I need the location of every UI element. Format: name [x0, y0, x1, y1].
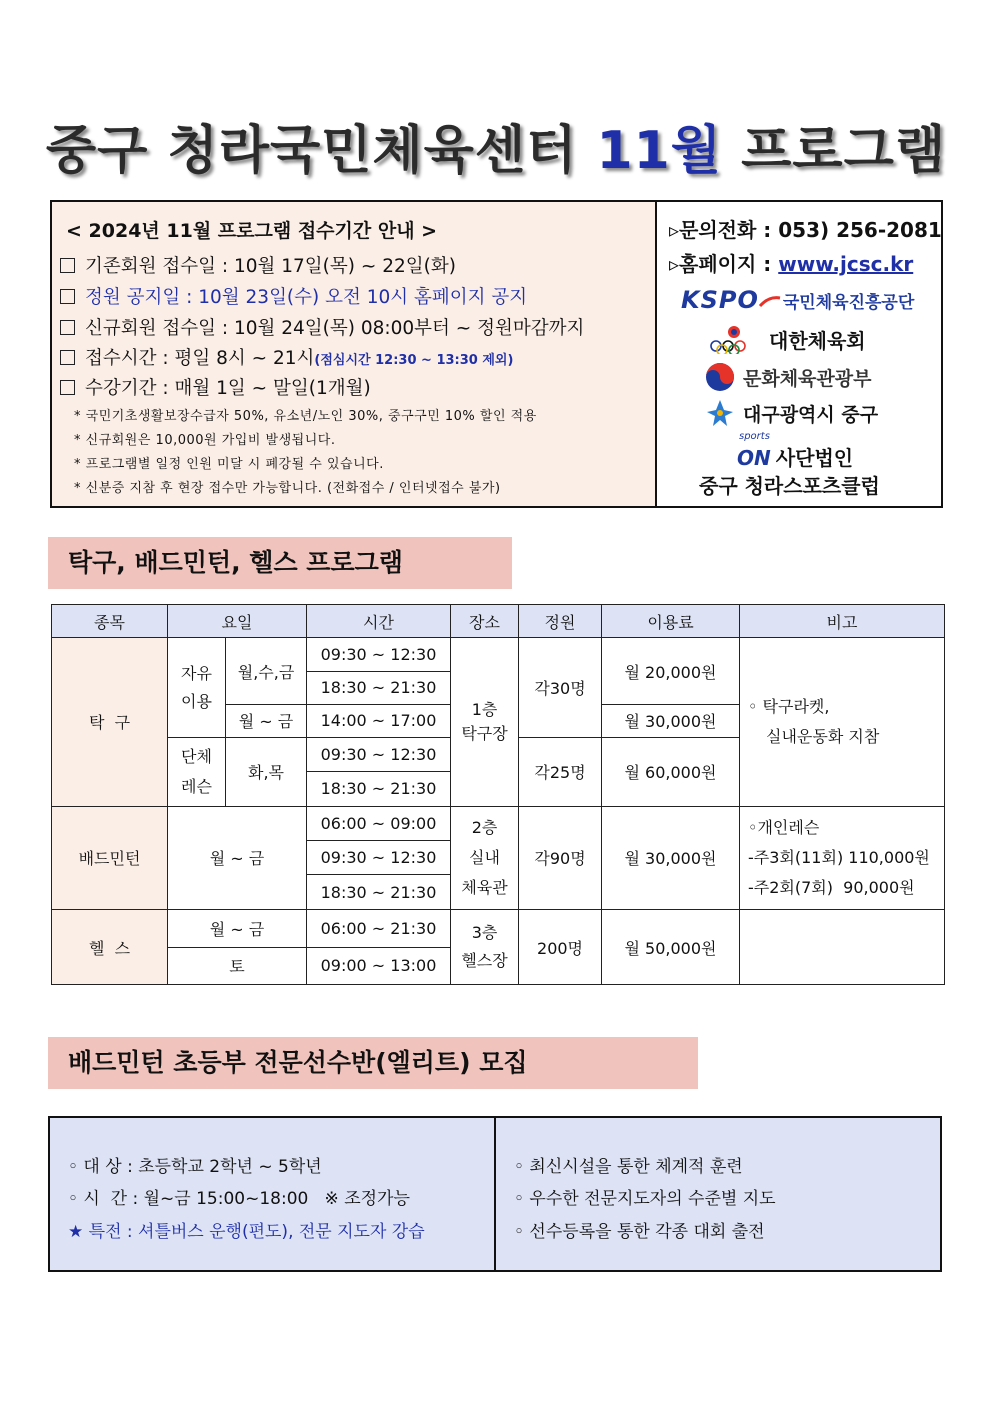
checkbox-icon	[60, 258, 75, 273]
table-row	[52, 638, 945, 671]
header-fee: 이용료	[602, 605, 740, 638]
elite-feature: ◦ 최신시설을 통한 체계적 훈련	[514, 1157, 743, 1177]
page-title	[0, 108, 992, 183]
registration-item-text: 기존회원 접수일 : 10월 17일(목) ~ 22일(화)	[85, 256, 456, 277]
free-use-label	[168, 638, 226, 738]
notice-note: * 프로그램별 일정 인원 미달 시 폐강될 수 있습니다.	[74, 457, 384, 472]
time-cell: 14:00 ~ 17:00	[307, 704, 451, 737]
kspo-name: 국민체육진흥공단	[782, 292, 915, 313]
divider	[494, 1118, 496, 1270]
fee-cell: 월 60,000원	[602, 738, 740, 807]
note-line: -주3회(11회) 110,000원	[748, 847, 930, 867]
elite-benefit: ★ 특전 : 셔틀버스 운행(편도), 전문 지도자 강습	[68, 1222, 425, 1242]
junggu-logo	[705, 398, 878, 428]
place-line: 체육관	[461, 877, 508, 897]
korea-sports-council-logo	[705, 324, 866, 354]
table-row	[52, 910, 945, 947]
junggu-name: 대구광역시 중구	[743, 403, 879, 426]
header-note: 비고	[740, 605, 945, 638]
days-cell: 월 ~ 금	[168, 910, 307, 947]
kspo-mark: KSPO	[681, 286, 759, 314]
note-cell	[740, 638, 945, 806]
kspo-logo	[681, 286, 914, 314]
title-text: 중구 청라국민체육센터	[45, 121, 597, 181]
junggu-emblem-icon	[705, 398, 735, 428]
free-use-line: 이용	[181, 691, 212, 711]
registration-heading: < 2024년 11월 프로그램 접수기간 안내 >	[66, 220, 438, 242]
place-line: 실내	[469, 847, 500, 867]
registration-item	[60, 283, 527, 309]
ministry-logo	[705, 362, 871, 392]
group-lesson-label	[168, 738, 226, 807]
time-cell: 06:00 ~ 21:30	[307, 910, 451, 947]
days-cell: 토	[168, 947, 307, 984]
note-line: ◦ 탁구라켓,	[748, 696, 830, 716]
registration-item	[60, 314, 584, 340]
registration-item	[60, 374, 371, 400]
days-cell: 월 ~ 금	[226, 704, 307, 737]
registration-item-text: 신규회원 접수일 : 10월 24일(목) 08:00부터 ~ 정원마감까지	[85, 318, 585, 339]
korea-sports-name: 대한체육회	[769, 328, 866, 353]
elite-time: ◦ 시 간 : 월~금 15:00~18:00 ※ 조정가능	[68, 1189, 410, 1209]
time-cell: 18:30 ~ 21:30	[307, 671, 451, 704]
header-capacity: 정원	[519, 605, 602, 638]
phone-line: ▹문의전화 : 053) 256-2081	[669, 218, 942, 242]
table-header-row	[52, 605, 945, 638]
header-sport: 종목	[52, 605, 168, 638]
fee-cell: 월 20,000원	[602, 638, 740, 705]
place-cell	[451, 806, 519, 910]
elite-target: ◦ 대 상 : 초등학교 2학년 ~ 5학년	[68, 1157, 322, 1177]
notice-note: * 신규회원은 10,000원 가입비 발생됩니다.	[74, 433, 336, 448]
note-cell	[740, 910, 945, 985]
place-cell	[451, 638, 519, 806]
registration-item-text: 수강기간 : 매월 1일 ~ 말일(1개월)	[85, 378, 371, 399]
table-row	[52, 806, 945, 840]
place-line: 3층	[471, 923, 498, 943]
note-line: 실내운동화 지참	[766, 726, 880, 746]
time-cell: 09:00 ~ 13:00	[307, 947, 451, 984]
homepage-line	[669, 248, 913, 277]
club-mark: ON	[737, 446, 771, 470]
elite-feature: ◦ 우수한 전문지도자의 수준별 지도	[514, 1189, 776, 1209]
olympic-rings-icon	[705, 324, 763, 354]
time-cell: 09:30 ~ 12:30	[307, 738, 451, 772]
sport-tabletennis: 탁 구	[52, 638, 168, 806]
time-cell: 18:30 ~ 21:30	[307, 875, 451, 910]
elite-feature: ◦ 선수등록을 통한 각종 대회 출전	[514, 1222, 765, 1242]
place-line: 1층	[471, 699, 498, 719]
note-line: ◦개인레슨	[748, 817, 820, 837]
club-logo	[737, 432, 853, 471]
homepage-label: ▹홈페이지 :	[669, 252, 779, 276]
place-cell	[451, 910, 519, 985]
time-cell: 09:30 ~ 12:30	[307, 638, 451, 671]
days-cell: 월 ~ 금	[168, 806, 307, 910]
section-header-programs: 탁구, 배드민턴, 헬스 프로그램	[48, 537, 512, 589]
time-cell: 18:30 ~ 21:30	[307, 772, 451, 806]
club-type: 사단법인	[775, 446, 854, 470]
fee-cell: 월 30,000원	[602, 806, 740, 910]
fee-cell: 월 50,000원	[602, 910, 740, 985]
checkbox-icon	[60, 350, 75, 365]
capacity-cell: 각25명	[519, 738, 602, 807]
fee-cell: 월 30,000원	[602, 704, 740, 737]
registration-item	[60, 252, 456, 278]
sport-health: 헬 스	[52, 910, 168, 985]
club-mark-small: sports	[739, 431, 770, 442]
notice-note: * 신분증 지참 후 현장 접수만 가능합니다. (전화접수 / 인터넷접수 불가)	[74, 481, 501, 496]
time-cell: 09:30 ~ 12:30	[307, 840, 451, 874]
capacity-cell: 200명	[519, 910, 602, 985]
sport-badminton: 배드민턴	[52, 806, 168, 910]
checkbox-icon	[60, 380, 75, 395]
notice-note: * 국민기초생활보장수급자 50%, 유소년/노인 30%, 중구구민 10% 할인 적용	[74, 409, 537, 424]
place-line: 2층	[471, 817, 498, 837]
group-lesson-line: 레슨	[181, 776, 212, 796]
club-name: 중구 청라스포츠클럽	[699, 474, 880, 498]
title-month: 11월	[596, 121, 723, 181]
capacity-cell: 각90명	[519, 806, 602, 910]
notice-box	[50, 200, 943, 508]
time-cell: 06:00 ~ 09:00	[307, 806, 451, 840]
free-use-line: 자유	[181, 663, 212, 683]
days-cell: 화,목	[226, 738, 307, 807]
registration-item	[60, 344, 513, 370]
swoosh-icon	[759, 294, 781, 310]
elite-recruitment-box	[48, 1116, 942, 1272]
place-line: 헬스장	[461, 951, 508, 971]
contact-panel	[657, 202, 941, 506]
header-time: 시간	[307, 605, 451, 638]
section-header-elite: 배드민턴 초등부 전문선수반(엘리트) 모집	[48, 1037, 698, 1089]
taegeuk-icon	[705, 362, 735, 392]
checkbox-icon	[60, 289, 75, 304]
checkbox-icon	[60, 320, 75, 335]
note-cell	[740, 806, 945, 910]
title-text-end: 프로그램	[722, 121, 947, 181]
place-line: 탁구장	[461, 723, 508, 743]
lunch-exclusion-note: (점심시간 12:30 ~ 13:30 제외)	[314, 353, 514, 368]
program-table	[51, 604, 945, 985]
header-days: 요일	[168, 605, 307, 638]
group-lesson-line: 단체	[181, 746, 212, 766]
capacity-cell: 각30명	[519, 638, 602, 738]
ministry-name: 문화체육관광부	[743, 367, 872, 390]
registration-item-text: 접수시간 : 평일 8시 ~ 21시	[85, 348, 315, 369]
header-place: 장소	[451, 605, 519, 638]
note-line: -주2회(7회) 90,000원	[748, 877, 915, 897]
days-cell: 월,수,금	[226, 638, 307, 705]
homepage-link[interactable]: www.jcsc.kr	[778, 252, 914, 276]
registration-info	[52, 202, 657, 506]
registration-item-text: 정원 공지일 : 10월 23일(수) 오전 10시 홈페이지 공지	[85, 287, 528, 308]
